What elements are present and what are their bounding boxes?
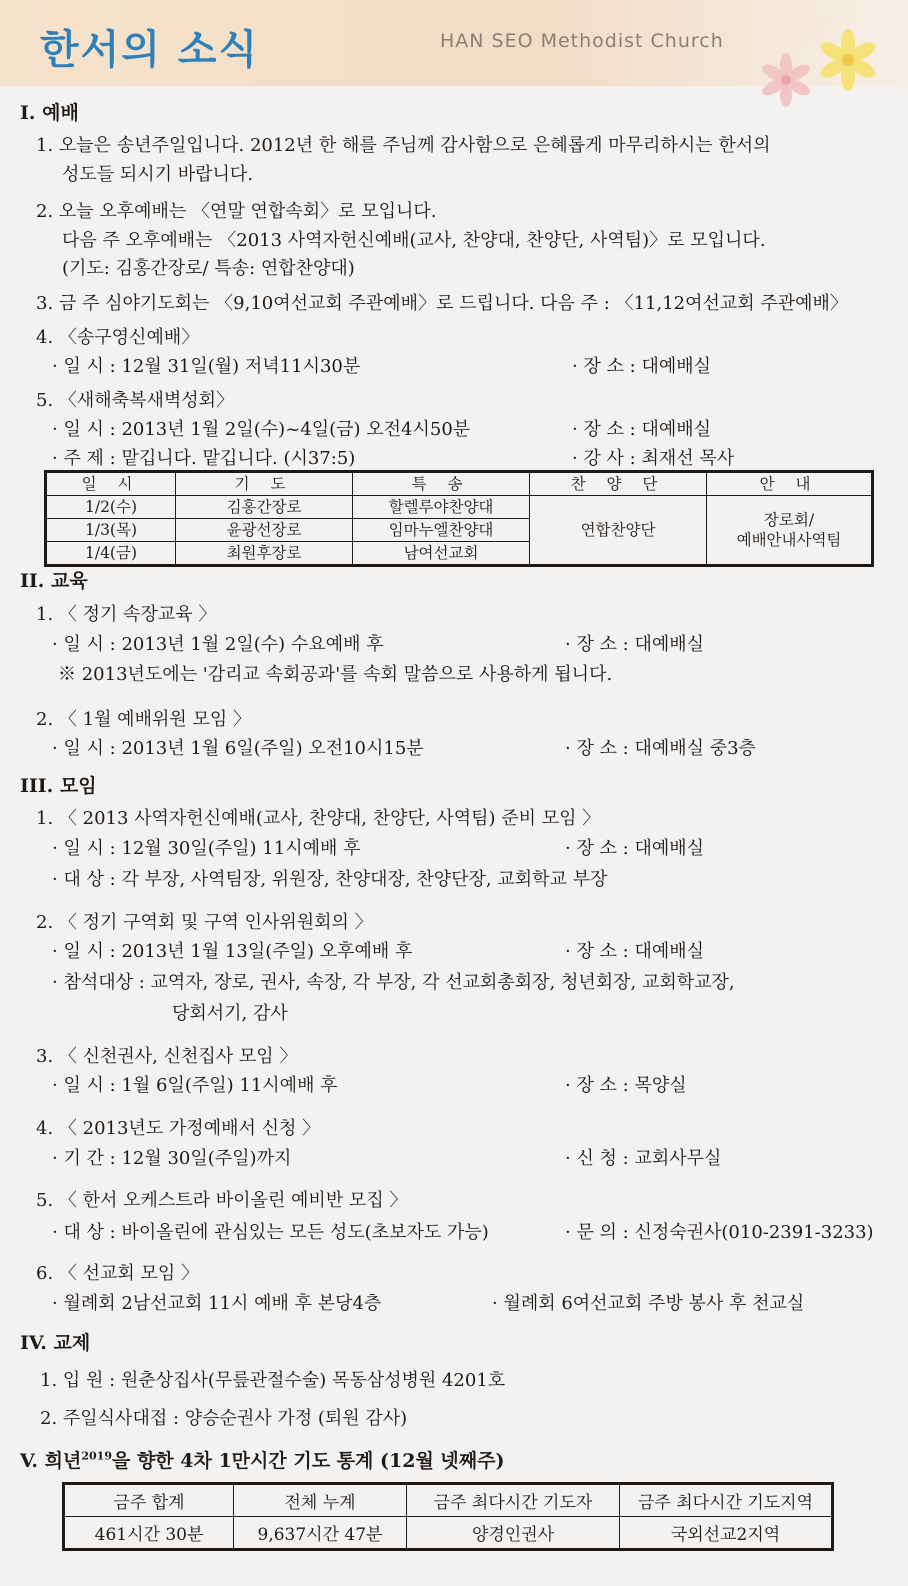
table-cell: 양경인권사 <box>407 1517 620 1550</box>
prayer-stats-table <box>62 1482 834 1551</box>
church-name: HAN SEO Methodist Church <box>440 30 724 52</box>
meeting-item-6-a: · 월례회 2남선교회 11시 예배 후 본당4층 <box>52 1293 382 1314</box>
table-cell: 국외선교2지역 <box>620 1517 833 1550</box>
worship-item-5-speaker: · 강 사 : 최재선 목사 <box>572 448 735 469</box>
meeting-item-3-time: · 일 시 : 1월 6일(주일) 11시예배 후 <box>52 1075 338 1096</box>
table-cell: 1/3(목) <box>46 519 176 542</box>
table-cell: 1/4(금) <box>46 542 176 566</box>
worship-item-2-prayer: (기도: 김홍간장로/ 특송: 연합찬양대) <box>62 258 355 279</box>
section-worship-title: I. 예배 <box>20 102 79 124</box>
section-prayer-stats-title <box>20 1446 504 1473</box>
table-header: 금주 최다시간 기도자 <box>407 1484 620 1517</box>
meeting-item-2-attendees: · 참석대상 : 교역자, 장로, 권사, 속장, 각 부장, 각 선교회총회장, 청년회장, 교회학교장, <box>52 972 735 993</box>
worship-item-2-next: 다음 주 오후예배는 〈2013 사역자헌신예배(교사, 찬양대, 찬양단, 사역팀)〉로 모입니다. <box>62 230 766 251</box>
flower-decoration-icon <box>740 2 890 114</box>
guide-line-2: 예배안내사역팀 <box>736 531 842 549</box>
worship-item-1-cont: 성도들 되시기 바랍니다. <box>62 164 254 185</box>
table-header: 안 내 <box>707 472 873 496</box>
dawn-service-schedule-table <box>44 470 874 567</box>
worship-item-3: 3. 금 주 심야기도회는 〈9,10여선교회 주관예배〉로 드립니다. 다음 주 : 〈11,12여선교회 주관예배〉 <box>36 293 848 314</box>
prayer-title-pre: V. 희년 <box>20 1450 82 1472</box>
table-header: 특 송 <box>353 472 530 496</box>
meeting-item-1: 1. 〈 2013 사역자헌신예배(교사, 찬양대, 찬양단, 사역팀) 준비 모임 〉 <box>36 808 601 829</box>
meeting-item-6: 6. 〈 선교회 모임 〉 <box>36 1263 199 1284</box>
table-header-row <box>64 1484 833 1517</box>
education-item-1-note: ※ 2013년도에는 '감리교 속회공과'를 속회 말씀으로 사용하게 됩니다. <box>58 664 613 685</box>
fellowship-item-1: 1. 입 원 : 원춘상집사(무릎관절수술) 목동삼성병원 4201호 <box>40 1370 506 1391</box>
education-item-2-place: · 장 소 : 대예배실 중3층 <box>565 738 756 759</box>
table-cell: 최원후장로 <box>176 542 353 566</box>
section-meeting-title: III. 모임 <box>20 775 97 797</box>
meeting-item-5-target: · 대 상 : 바이올린에 관심있는 모든 성도(초보자도 가능) <box>52 1222 489 1243</box>
table-header: 기 도 <box>176 472 353 496</box>
table-header: 금주 합계 <box>64 1484 234 1517</box>
table-header: 금주 최다시간 기도지역 <box>620 1484 833 1517</box>
praise-team-cell: 연합찬양단 <box>530 496 707 566</box>
worship-item-5-time: · 일 시 : 2013년 1월 2일(수)~4일(금) 오전4시50분 <box>52 419 471 440</box>
newsletter-header <box>0 0 908 86</box>
table-cell: 461시간 30분 <box>64 1517 234 1550</box>
meeting-item-4: 4. 〈 2013년도 가정예배서 신청 〉 <box>36 1118 321 1139</box>
table-cell: 1/2(수) <box>46 496 176 519</box>
meeting-item-2-attendees-cont: 당회서기, 감사 <box>172 1003 288 1024</box>
meeting-item-3-place: · 장 소 : 목양실 <box>565 1075 687 1096</box>
table-header: 전체 누계 <box>234 1484 407 1517</box>
table-header: 찬 양 단 <box>530 472 707 496</box>
education-item-2: 2. 〈 1월 예배위원 모임 〉 <box>36 709 251 730</box>
meeting-item-1-time: · 일 시 : 12월 30일(주일) 11시예배 후 <box>52 838 361 859</box>
table-cell: 9,637시간 47분 <box>234 1517 407 1550</box>
education-item-1-place: · 장 소 : 대예배실 <box>565 634 705 655</box>
brand-text: 한서의 소식 <box>40 27 260 73</box>
meeting-item-2: 2. 〈 정기 구역회 및 구역 인사위원회의 〉 <box>36 912 373 933</box>
worship-item-1: 1. 오늘은 송년주일입니다. 2012년 한 해를 주님께 감사함으로 은혜롭게 마무리하시는 한서의 <box>36 135 771 156</box>
table-row <box>46 496 873 519</box>
education-item-1-time: · 일 시 : 2013년 1월 2일(수) 수요예배 후 <box>52 634 384 655</box>
table-cell: 임마누엘찬양대 <box>353 519 530 542</box>
newsletter-brand <box>40 18 259 75</box>
prayer-title-post: 을 향한 4차 1만시간 기도 통계 (12월 넷째주) <box>111 1450 505 1472</box>
worship-item-4-place: · 장 소 : 대예배실 <box>572 356 712 377</box>
guide-line-1: 장로회/ <box>763 511 815 529</box>
section-fellowship-title: IV. 교제 <box>20 1332 91 1354</box>
worship-item-5-place: · 장 소 : 대예배실 <box>572 419 712 440</box>
meeting-item-2-place: · 장 소 : 대예배실 <box>565 941 705 962</box>
meeting-item-5: 5. 〈 한서 오케스트라 바이올린 예비반 모집 〉 <box>36 1190 408 1211</box>
education-item-1: 1. 〈 정기 속장교육 〉 <box>36 604 217 625</box>
meeting-item-3: 3. 〈 신천권사, 신천집사 모임 〉 <box>36 1046 298 1067</box>
table-cell: 할렐루야찬양대 <box>353 496 530 519</box>
fellowship-item-2: 2. 주일식사대접 : 양승순권사 가정 (퇴원 감사) <box>40 1408 408 1429</box>
section-education-title: II. 교육 <box>20 570 88 592</box>
table-cell: 윤광선장로 <box>176 519 353 542</box>
worship-item-5-theme: · 주 제 : 맡깁니다. 맡깁니다. (시37:5) <box>52 448 356 469</box>
table-header: 일 시 <box>46 472 176 496</box>
table-header-row <box>46 472 873 496</box>
meeting-item-4-apply: · 신 청 : 교회사무실 <box>565 1148 722 1169</box>
meeting-item-5-contact: · 문 의 : 신정숙권사(010-2391-3233) <box>565 1222 874 1243</box>
meeting-item-4-period: · 기 간 : 12월 30일(주일)까지 <box>52 1148 292 1169</box>
prayer-title-year: 2019 <box>81 1449 112 1463</box>
worship-item-4: 4. 〈송구영신예배〉 <box>36 327 200 348</box>
meeting-item-6-b: · 월례회 6여선교회 주방 봉사 후 천교실 <box>492 1293 805 1314</box>
meeting-item-1-place: · 장 소 : 대예배실 <box>565 838 705 859</box>
education-item-2-time: · 일 시 : 2013년 1월 6일(주일) 오전10시15분 <box>52 738 424 759</box>
table-cell: 남여선교회 <box>353 542 530 566</box>
table-cell: 김홍간장로 <box>176 496 353 519</box>
guide-cell <box>707 496 873 566</box>
meeting-item-2-time: · 일 시 : 2013년 1월 13일(주일) 오후예배 후 <box>52 941 413 962</box>
worship-item-4-time: · 일 시 : 12월 31일(월) 저녁11시30분 <box>52 356 361 377</box>
worship-item-5: 5. 〈새해축복새벽성회〉 <box>36 390 234 411</box>
table-row <box>64 1517 833 1550</box>
worship-item-2: 2. 오늘 오후예배는 〈연말 연합속회〉로 모입니다. <box>36 201 437 222</box>
meeting-item-1-target: · 대 상 : 각 부장, 사역팀장, 위원장, 찬양대장, 찬양단장, 교회학교 부장 <box>52 869 608 890</box>
